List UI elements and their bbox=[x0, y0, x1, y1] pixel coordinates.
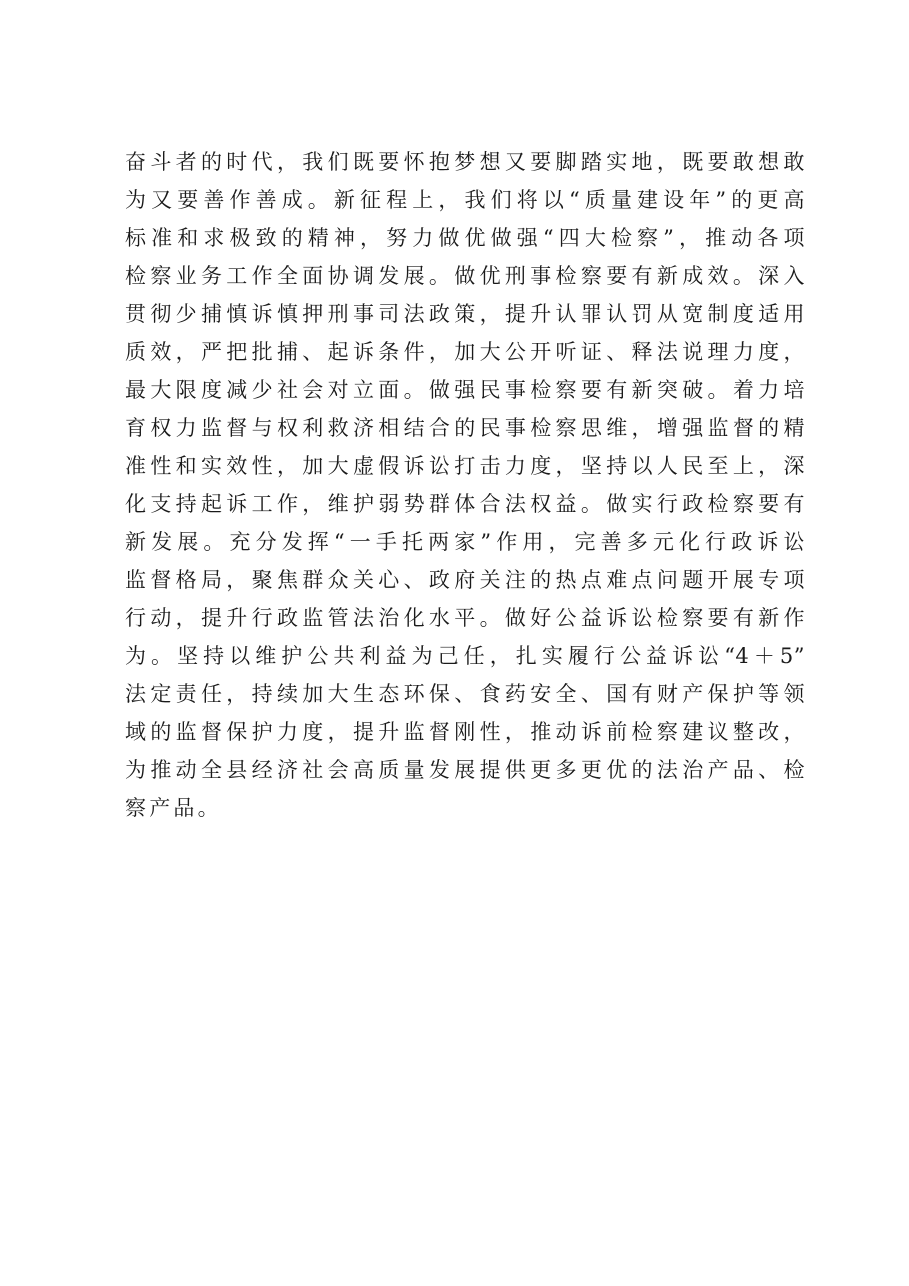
text-line: 质效，严把批捕、起诉条件，加大公开听证、释法说理力度， bbox=[125, 340, 805, 364]
text-line: 监督格局，聚焦群众关心、政府关注的热点难点问题开展专项 bbox=[125, 568, 805, 592]
text-line: 察产品。 bbox=[125, 796, 222, 820]
text-line: 新发展。充分发挥“一手托两家”作用，完善多元化行政诉讼 bbox=[125, 530, 805, 554]
text-line: 法定责任，持续加大生态环保、食药安全、国有财产保护等领 bbox=[125, 682, 805, 706]
text-line: 贯彻少捕慎诉慎押刑事司法政策，提升认罪认罚从宽制度适用 bbox=[125, 302, 805, 326]
text-line: 准性和实效性，加大虚假诉讼打击力度，坚持以人民至上，深 bbox=[125, 454, 805, 478]
text-line: 行动，提升行政监管法治化水平。做好公益诉讼检察要有新作 bbox=[125, 606, 805, 630]
text-line: 为推动全县经济社会高质量发展提供更多更优的法治产品、检 bbox=[125, 758, 805, 782]
text-line: 化支持起诉工作，维护弱势群体合法权益。做实行政检察要有 bbox=[125, 492, 805, 516]
text-line: 域的监督保护力度，提升监督刚性，推动诉前检察建议整改， bbox=[125, 720, 805, 744]
text-line: 最大限度减少社会对立面。做强民事检察要有新突破。着力培 bbox=[125, 378, 805, 402]
body-paragraph bbox=[125, 143, 805, 827]
text-line: 育权力监督与权利救济相结合的民事检察思维，增强监督的精 bbox=[125, 416, 805, 440]
text-line: 奋斗者的时代，我们既要怀抱梦想又要脚踏实地，既要敢想敢 bbox=[125, 150, 805, 174]
text-line: 为。坚持以维护公共利益为己任，扎实履行公益诉讼“4＋5” bbox=[125, 644, 805, 668]
text-line: 标准和求极致的精神，努力做优做强“四大检察”，推动各项 bbox=[125, 226, 805, 250]
text-line: 检察业务工作全面协调发展。做优刑事检察要有新成效。深入 bbox=[125, 264, 805, 288]
text-line: 为又要善作善成。新征程上，我们将以“质量建设年”的更高 bbox=[125, 188, 805, 212]
